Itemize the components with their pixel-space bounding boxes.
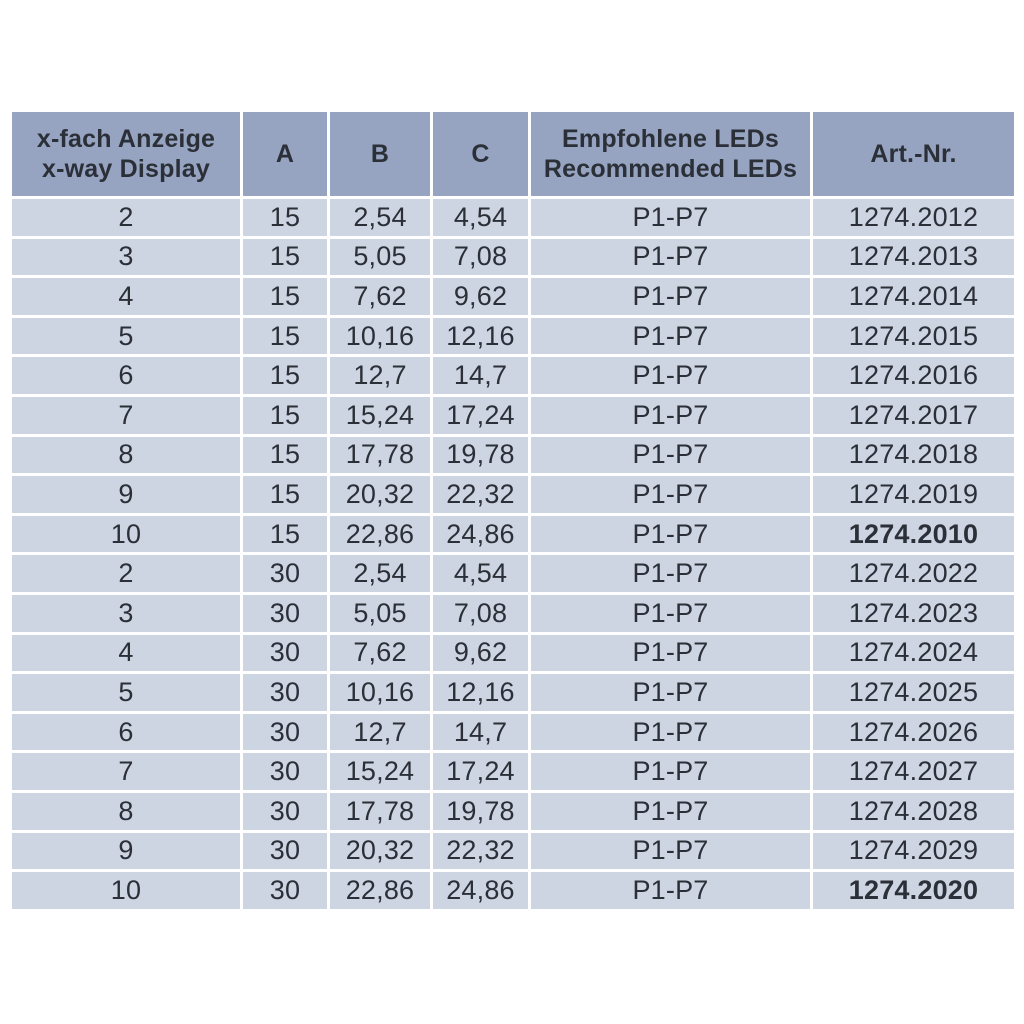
cell-c: 17,24 <box>433 753 528 790</box>
cell-a: 15 <box>243 318 327 355</box>
cell-b: 15,24 <box>330 753 430 790</box>
header-x-way-display-line2: x-way Display <box>42 155 210 183</box>
cell-c: 7,08 <box>433 239 528 276</box>
cell-display: 10 <box>12 516 240 553</box>
cell-artnr: 1274.2026 <box>813 714 1014 751</box>
cell-display: 9 <box>12 476 240 513</box>
cell-artnr: 1274.2012 <box>813 199 1014 236</box>
table-row <box>12 555 1014 592</box>
cell-a: 30 <box>243 595 327 632</box>
cell-c: 24,86 <box>433 516 528 553</box>
table-row <box>12 199 1014 236</box>
table-body <box>12 199 1014 909</box>
cell-a: 15 <box>243 357 327 394</box>
cell-b: 20,32 <box>330 476 430 513</box>
header-recommended-leds <box>531 112 810 196</box>
table-row <box>12 635 1014 672</box>
cell-a: 30 <box>243 674 327 711</box>
cell-artnr: 1274.2014 <box>813 278 1014 315</box>
cell-c: 19,78 <box>433 793 528 830</box>
header-x-way-display-line1: x-fach Anzeige <box>36 124 216 153</box>
cell-leds: P1-P7 <box>531 239 810 276</box>
cell-artnr: 1274.2018 <box>813 437 1014 474</box>
header-a: A <box>243 112 327 196</box>
cell-a: 15 <box>243 199 327 236</box>
cell-c: 4,54 <box>433 199 528 236</box>
cell-display: 8 <box>12 793 240 830</box>
cell-display: 7 <box>12 397 240 434</box>
table-row <box>12 318 1014 355</box>
cell-display: 3 <box>12 239 240 276</box>
header-x-way-display <box>12 112 240 196</box>
cell-leds: P1-P7 <box>531 635 810 672</box>
table-row <box>12 793 1014 830</box>
table-row <box>12 674 1014 711</box>
table-row <box>12 516 1014 553</box>
cell-artnr: 1274.2016 <box>813 357 1014 394</box>
cell-a: 30 <box>243 555 327 592</box>
cell-a: 30 <box>243 833 327 870</box>
cell-leds: P1-P7 <box>531 476 810 513</box>
cell-leds: P1-P7 <box>531 437 810 474</box>
cell-a: 30 <box>243 714 327 751</box>
cell-artnr: 1274.2010 <box>813 516 1014 553</box>
cell-leds: P1-P7 <box>531 555 810 592</box>
cell-c: 4,54 <box>433 555 528 592</box>
cell-leds: P1-P7 <box>531 397 810 434</box>
cell-b: 2,54 <box>330 555 430 592</box>
cell-c: 9,62 <box>433 278 528 315</box>
cell-c: 24,86 <box>433 872 528 909</box>
cell-c: 12,16 <box>433 674 528 711</box>
cell-display: 2 <box>12 555 240 592</box>
table-row <box>12 239 1014 276</box>
table-row <box>12 753 1014 790</box>
cell-b: 22,86 <box>330 516 430 553</box>
table-row <box>12 714 1014 751</box>
cell-leds: P1-P7 <box>531 516 810 553</box>
cell-c: 19,78 <box>433 437 528 474</box>
cell-a: 15 <box>243 516 327 553</box>
cell-display: 4 <box>12 635 240 672</box>
cell-display: 3 <box>12 595 240 632</box>
cell-leds: P1-P7 <box>531 674 810 711</box>
cell-display: 10 <box>12 872 240 909</box>
table-row <box>12 476 1014 513</box>
cell-b: 5,05 <box>330 239 430 276</box>
table-row <box>12 872 1014 909</box>
cell-display: 6 <box>12 357 240 394</box>
cell-c: 22,32 <box>433 476 528 513</box>
cell-c: 14,7 <box>433 714 528 751</box>
cell-display: 2 <box>12 199 240 236</box>
cell-b: 17,78 <box>330 437 430 474</box>
cell-display: 4 <box>12 278 240 315</box>
cell-a: 15 <box>243 239 327 276</box>
cell-leds: P1-P7 <box>531 595 810 632</box>
table-row <box>12 595 1014 632</box>
cell-display: 5 <box>12 674 240 711</box>
cell-artnr: 1274.2024 <box>813 635 1014 672</box>
cell-artnr: 1274.2027 <box>813 753 1014 790</box>
cell-a: 15 <box>243 437 327 474</box>
cell-b: 12,7 <box>330 357 430 394</box>
cell-b: 20,32 <box>330 833 430 870</box>
cell-leds: P1-P7 <box>531 318 810 355</box>
cell-artnr: 1274.2020 <box>813 872 1014 909</box>
header-b: B <box>330 112 430 196</box>
cell-b: 2,54 <box>330 199 430 236</box>
cell-a: 15 <box>243 397 327 434</box>
cell-leds: P1-P7 <box>531 278 810 315</box>
cell-c: 14,7 <box>433 357 528 394</box>
cell-artnr: 1274.2022 <box>813 555 1014 592</box>
cell-artnr: 1274.2019 <box>813 476 1014 513</box>
cell-leds: P1-P7 <box>531 357 810 394</box>
product-table <box>12 112 1014 909</box>
cell-a: 30 <box>243 793 327 830</box>
cell-c: 22,32 <box>433 833 528 870</box>
cell-leds: P1-P7 <box>531 793 810 830</box>
cell-artnr: 1274.2029 <box>813 833 1014 870</box>
cell-artnr: 1274.2013 <box>813 239 1014 276</box>
cell-a: 15 <box>243 476 327 513</box>
cell-leds: P1-P7 <box>531 833 810 870</box>
cell-artnr: 1274.2025 <box>813 674 1014 711</box>
header-c: C <box>433 112 528 196</box>
cell-display: 7 <box>12 753 240 790</box>
cell-leds: P1-P7 <box>531 872 810 909</box>
cell-artnr: 1274.2015 <box>813 318 1014 355</box>
cell-b: 5,05 <box>330 595 430 632</box>
cell-b: 7,62 <box>330 278 430 315</box>
table-row <box>12 278 1014 315</box>
cell-a: 30 <box>243 753 327 790</box>
cell-display: 6 <box>12 714 240 751</box>
cell-artnr: 1274.2028 <box>813 793 1014 830</box>
cell-display: 9 <box>12 833 240 870</box>
cell-artnr: 1274.2023 <box>813 595 1014 632</box>
cell-a: 15 <box>243 278 327 315</box>
table-row <box>12 437 1014 474</box>
header-recommended-leds-line2: Recommended LEDs <box>543 155 798 183</box>
table-row <box>12 397 1014 434</box>
cell-b: 17,78 <box>330 793 430 830</box>
table-row <box>12 833 1014 870</box>
cell-b: 22,86 <box>330 872 430 909</box>
cell-b: 10,16 <box>330 674 430 711</box>
cell-c: 7,08 <box>433 595 528 632</box>
cell-artnr: 1274.2017 <box>813 397 1014 434</box>
header-art-nr: Art.-Nr. <box>813 112 1014 196</box>
cell-leds: P1-P7 <box>531 753 810 790</box>
table-row <box>12 357 1014 394</box>
cell-display: 5 <box>12 318 240 355</box>
cell-c: 9,62 <box>433 635 528 672</box>
cell-a: 30 <box>243 635 327 672</box>
cell-a: 30 <box>243 872 327 909</box>
cell-display: 8 <box>12 437 240 474</box>
cell-b: 7,62 <box>330 635 430 672</box>
cell-c: 12,16 <box>433 318 528 355</box>
cell-c: 17,24 <box>433 397 528 434</box>
cell-b: 12,7 <box>330 714 430 751</box>
cell-leds: P1-P7 <box>531 714 810 751</box>
header-recommended-leds-line1: Empfohlene LEDs <box>562 124 779 153</box>
cell-leds: P1-P7 <box>531 199 810 236</box>
cell-b: 10,16 <box>330 318 430 355</box>
table-header-row <box>12 112 1014 196</box>
cell-b: 15,24 <box>330 397 430 434</box>
